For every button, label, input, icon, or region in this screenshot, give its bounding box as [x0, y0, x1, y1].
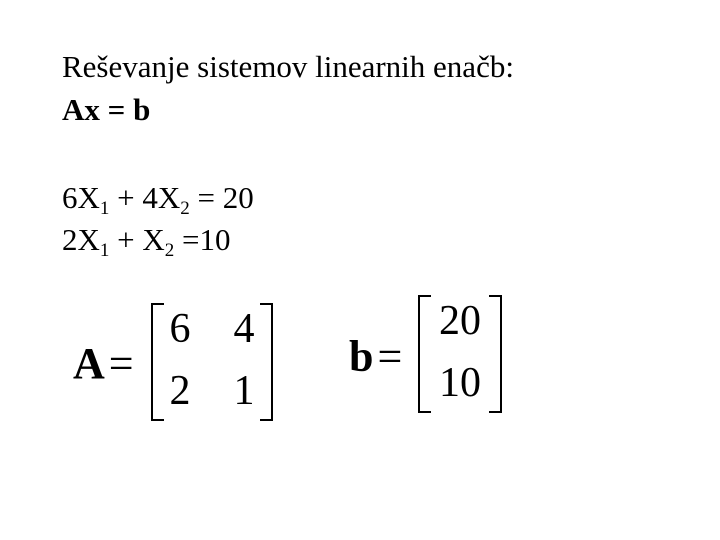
- equation-operator: =: [107, 92, 126, 127]
- matrix-a-label: [73, 340, 134, 388]
- equation-result: =10: [174, 222, 231, 257]
- system-equation-1: [62, 180, 254, 219]
- vector-b-equals: =: [377, 332, 403, 381]
- matrix-a-cell: 6: [169, 306, 191, 352]
- term-subscript: 1: [99, 240, 110, 261]
- term-subscript: 2: [164, 240, 175, 261]
- vector-b-cell: 10: [439, 360, 481, 406]
- equation-result: = 20: [189, 180, 254, 215]
- matrix-a: [150, 302, 274, 422]
- matrix-a-cell: 4: [233, 306, 255, 352]
- matrix-a-cell: 2: [169, 368, 191, 414]
- vector-b-cell: 20: [439, 298, 481, 344]
- term-coefficient: X: [142, 222, 165, 257]
- slide-title: Reševanje sistemov linearnih enačb:: [62, 49, 514, 84]
- vector-b-label: [349, 333, 402, 381]
- plus-sign: +: [109, 180, 143, 215]
- vector-b: [417, 294, 503, 414]
- plus-sign: +: [109, 222, 143, 257]
- vector-b-name: b: [349, 332, 374, 381]
- equation-lhs: Ax: [62, 92, 100, 127]
- matrix-a-name: A: [73, 339, 105, 388]
- term-coefficient: 6X: [62, 180, 100, 215]
- equation-rhs: b: [133, 92, 151, 127]
- system-equation-2: [62, 222, 231, 261]
- matrix-a-equals: =: [108, 339, 134, 388]
- term-subscript: 1: [99, 198, 110, 219]
- term-coefficient: 4X: [142, 180, 181, 215]
- term-coefficient: 2X: [62, 222, 100, 257]
- term-subscript: 2: [180, 198, 190, 219]
- matrix-a-cell: 1: [233, 368, 255, 414]
- matrix-equation: [62, 92, 150, 128]
